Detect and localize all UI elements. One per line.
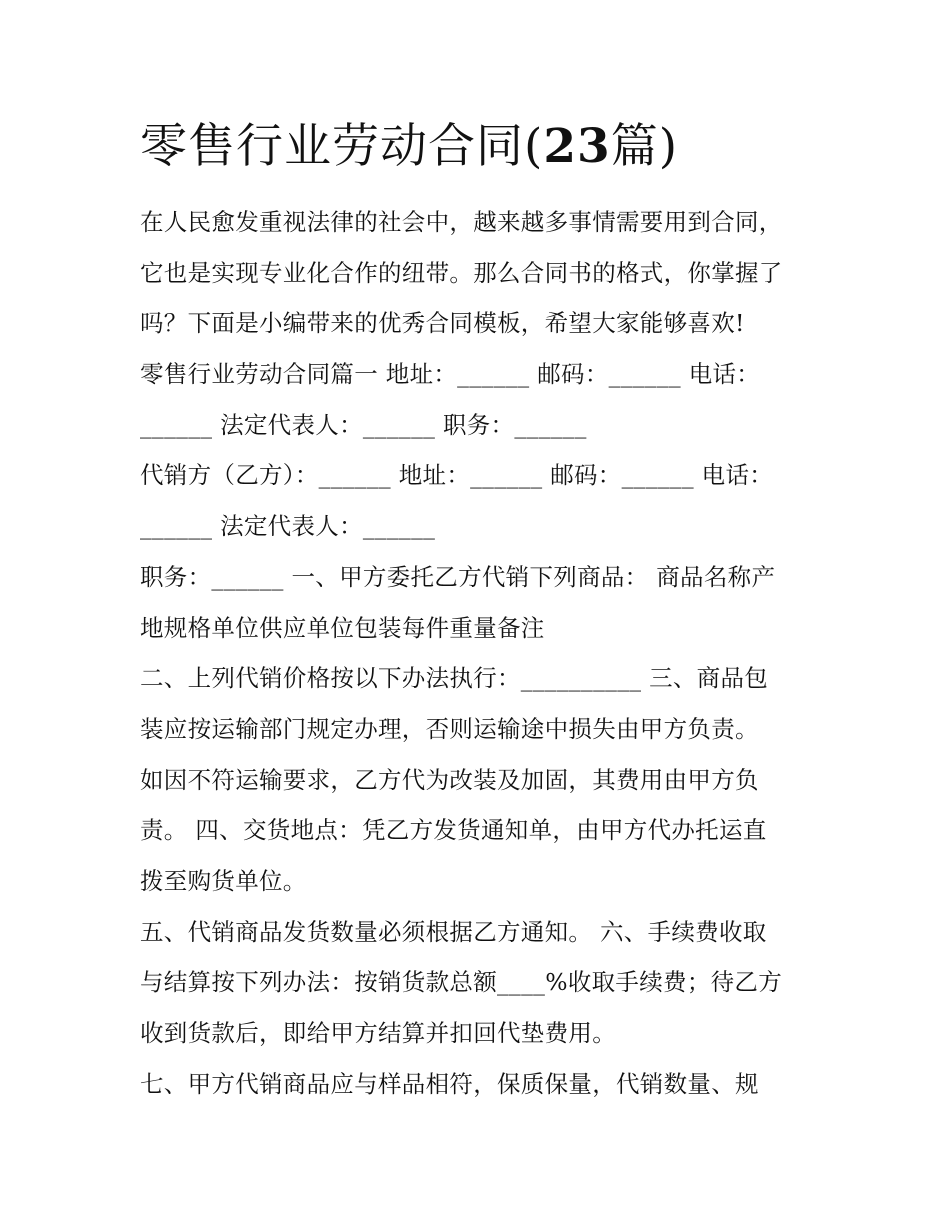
body-line: 地规格单位供应单位包装每件重量备注 [140,613,545,642]
body-line: 代销方（乙方）：______ 地址：______ 邮码：______ 电话： [140,461,774,490]
title-main: 零售行业劳动合同( [140,119,544,174]
body-line: 责。 四、交货地点：凭乙方发货通知单，由甲方代办托运直 [140,816,767,845]
body-line: ______ 法定代表人：______ 职务：______ [140,410,587,439]
body-line: 它也是实现专业化合作的纽带。那么合同书的格式，你掌握了 [140,258,783,287]
document-body [140,197,830,1109]
document-title [140,116,678,178]
body-line: 吗？下面是小编带来的优秀合同模板，希望大家能够喜欢! [140,309,745,338]
body-line: 零售行业劳动合同篇一 地址：______ 邮码：______ 电话： [140,360,761,389]
body-line: 在人民愈发重视法律的社会中，越来越多事情需要用到合同， [140,208,783,236]
body-line: 拨至购货单位。 [140,866,307,895]
body-line: 装应按运输部门规定办理，否则运输途中损失由甲方负责。 [140,714,759,743]
body-line: 七、甲方代销商品应与样品相符，保质保量，代销数量、规 [140,1069,759,1098]
body-line: 与结算按下列办法：按销货款总额____%收取手续费；待乙方 [140,968,783,997]
body-line: 职务：______ 一、甲方委托乙方代销下列商品： 商品名称产 [140,562,776,591]
body-line: 五、代销商品发货数量必须根据乙方通知。 六、手续费收取 [140,917,767,946]
body-line: 收到货款后，即给甲方结算并扣回代垫费用。 [140,1019,616,1047]
body-line: 如因不符运输要求，乙方代为改装及加固，其费用由甲方负 [140,765,759,794]
title-count: 23 [543,119,611,174]
title-suffix: 篇) [610,119,679,174]
body-line: ______ 法定代表人：______ [140,512,436,541]
body-line: 二、上列代销价格按以下办法执行：__________ 三、商品包 [140,664,769,693]
